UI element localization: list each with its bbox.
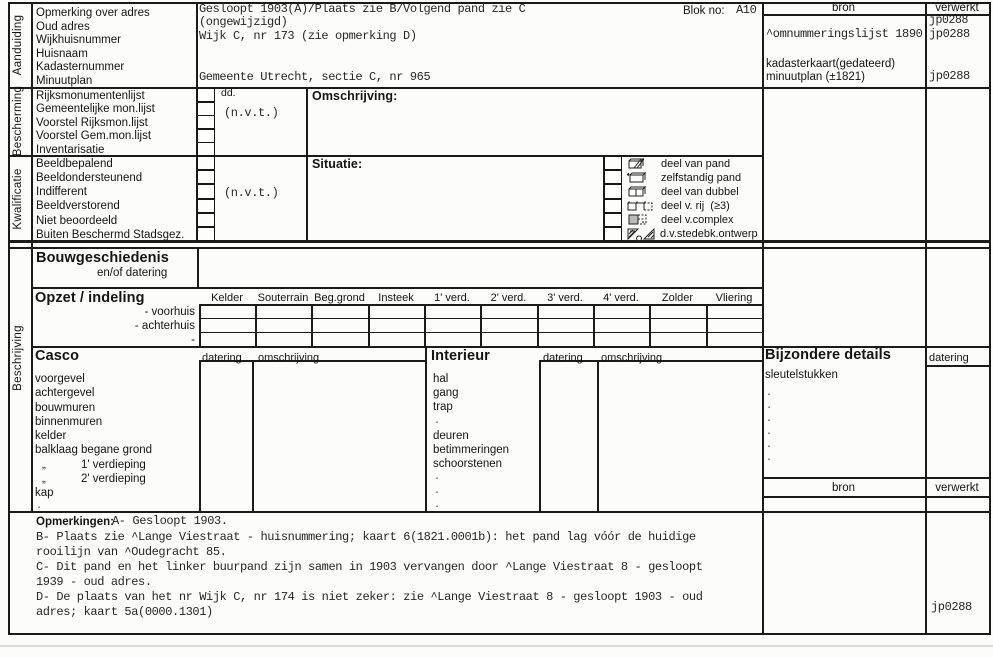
opmerkingen-line-d2: adres; kaart 5a(0000.1301) [36, 605, 213, 619]
typed-kadaster-value: Gemeente Utrecht, sectie C, nr 965 [199, 70, 431, 84]
zelfstandig-pand-icon [626, 171, 658, 184]
bron-column-header: bron [831, 2, 856, 14]
verwerkt-value-row2: jp0288 [929, 27, 970, 41]
bouwgeschiedenis-field[interactable] [199, 248, 761, 286]
casco-label-kap: kap [35, 487, 54, 499]
interieur-dot-3: . [434, 486, 441, 497]
bijzondere-dot-4: . [766, 427, 773, 438]
sidebar-section-kwalificatie: Kwalificatie [12, 168, 24, 230]
opmerkingen-area[interactable] [31, 513, 762, 633]
bron-label-minuutplan: minuutplan (±1821) [766, 71, 866, 83]
kwalificatie-checkbox-1[interactable] [197, 170, 215, 184]
typed-adres-line1: Gesloopt 1903(A)/Plaats zie B/Volgend pand zie C [199, 2, 526, 16]
situatie-checkbox-zelfstandig-pand[interactable] [604, 170, 622, 184]
interieur-datering-field[interactable] [540, 361, 596, 510]
situatie-header: Situatie: [312, 157, 363, 171]
field-label-minuutplan: Minuutplan [36, 75, 93, 87]
casco-label-2verdieping: „ 2' verdieping [42, 473, 146, 485]
opzet-row-blank: - [191, 334, 195, 346]
bron2-header: bron [831, 482, 856, 494]
bescherming-label-voorstel-gemmonlijst: Voorstel Gem.mon.lijst [36, 130, 152, 142]
field-label-wijkhuisnummer: Wijkhuisnummer [36, 34, 121, 46]
bescherming-checkbox-0[interactable] [197, 88, 215, 102]
blok-no-value: A10 [736, 3, 757, 17]
opmerkingen-line-c2: 1939 - oud adres. [36, 575, 152, 589]
bouwgeschiedenis-bottom-line [31, 287, 762, 289]
opzet-col-souterrain: Souterrain [257, 292, 309, 304]
field-label-opmerking-over-adres: Opmerking over adres [36, 7, 150, 19]
situatie-checkbox-deel-van-dubbel[interactable] [604, 184, 622, 198]
deel-van-pand-icon [626, 157, 658, 170]
situatie-checkbox-stedebk-ontwerp[interactable] [604, 227, 622, 241]
casco-label-binnenmuren: binnenmuren [35, 416, 103, 428]
bouwgeschiedenis-subtitle: en/of datering [97, 267, 168, 279]
opmerkingen-line-b2: rooilijn van ^Oudegracht 85. [36, 545, 227, 559]
scan-artifact-line [0, 645, 993, 647]
bijzondere-dot-6: . [766, 453, 773, 464]
deel-v-rij-icon [626, 199, 658, 212]
verwerkt-column-line [925, 2, 927, 634]
opmerkingen-line-d1: D- De plaats van het nr Wijk C, nr 174 is niet zeker: zie ^Lange Viestraat 8 - gesloopt 1903 - oud [36, 590, 703, 604]
verwerkt2-header: verwerkt [935, 482, 979, 494]
bescherming-nvt-value: (n.v.t.) [224, 106, 279, 120]
sidebar-section-beschrijving: Beschrijving [12, 325, 24, 391]
opzet-col-zolder: Zolder [661, 292, 694, 304]
blok-no-label: Blok no: [683, 5, 725, 17]
typed-adres-line2: (ongewijzigd) [199, 15, 288, 29]
omschrijving-header: Omschrijving: [312, 89, 398, 103]
kwalificatie-checkbox-0[interactable] [197, 156, 215, 170]
opmerkingen-line-c1: C- Dit pand en het linker buurpand zijn samen in 1903 vervangen door ^Lange Viestraat 8 - gesloopt [36, 560, 703, 574]
kwalificatie-checkbox-5[interactable] [197, 227, 215, 241]
casco-label-achtergevel: achtergevel [35, 387, 95, 399]
situatie-option-deel-van-dubbel: deel van dubbel [661, 186, 739, 198]
opzet-col-insteek: Insteek [378, 292, 414, 304]
sidebar-divider [31, 2, 33, 512]
interieur-label-gang: gang [433, 387, 459, 399]
verwerkt-value-row4: jp0288 [929, 69, 970, 83]
kwalificatie-label-niet-beoordeeld: Niet beoordeeld [36, 215, 118, 227]
bijzondere-dot-5: . [766, 440, 773, 451]
bescherming-label-voorstel-rijksmonlijst: Voorstel Rijksmon.lijst [36, 117, 148, 129]
sidebar-section-bescherming: Bescherming [12, 85, 24, 157]
bescherming-checkbox-1[interactable] [197, 102, 215, 116]
situatie-option-deel-van-pand: deel van pand [661, 158, 731, 170]
dd-column-label: dd. [221, 87, 236, 99]
kwalificatie-label-beeldbepalend: Beeldbepalend [36, 158, 113, 170]
field-label-oud-adres: Oud adres [36, 21, 90, 33]
kwalificatie-label-buiten-beschermd: Buiten Beschermd Stadsgez. [36, 229, 185, 241]
situatie-option-zelfstandig-pand: zelfstandig pand [661, 172, 742, 184]
opzet-col-2verd: 2' verd. [490, 292, 527, 304]
bouwgeschiedenis-title: Bouwgeschiedenis [36, 250, 169, 266]
opmerkingen-line-a: A- Gesloopt 1903. [112, 514, 228, 528]
casco-label-balklaag: balklaag begane grond [35, 444, 153, 456]
kwalificatie-checkbox-3[interactable] [197, 199, 215, 213]
interieur-label-betimmeringen: betimmeringen [433, 444, 510, 456]
aanduiding-bottom-line [8, 87, 989, 89]
bron-label-kadasterkaart: kadasterkaart(gedateerd) [766, 58, 896, 70]
interieur-omschrijving-header: omschrijving [601, 352, 663, 364]
verwerkt-column-header: verwerkt [935, 2, 979, 14]
opzet-col-kelder: Kelder [211, 292, 243, 304]
situatie-field[interactable] [308, 172, 602, 240]
situatie-checkbox-deel-v-complex[interactable] [604, 213, 622, 227]
opzet-col-3verd: 3' verd. [547, 292, 583, 304]
opzet-row-voorhuis: - voorhuis [144, 306, 195, 318]
bijzondere-dot-3: . [766, 414, 773, 425]
bron2-header-top-line [762, 477, 989, 479]
interieur-dot-4: . [434, 500, 441, 511]
opzet-grid[interactable] [199, 304, 762, 346]
field-label-huisnaam: Huisnaam [36, 48, 88, 60]
opmerkingen-line-b1: B- Plaats zie ^Lange Viestraat - huisnummering; kaart 6(1821.0001b): het pand lag vóór de huidige [36, 530, 696, 544]
kwalificatie-nvt-value: (n.v.t.) [224, 186, 279, 200]
deel-van-dubbel-icon [626, 185, 658, 198]
interieur-label-trap: trap [433, 401, 453, 413]
bron-value-omnummeringslijst: ^omnummeringslijst 1890 [766, 27, 923, 41]
kwalificatie-label-beeldverstorend: Beeldverstorend [36, 200, 120, 212]
opzet-col-beggrond: Beg.grond [314, 292, 365, 304]
omschrijving-field[interactable] [308, 104, 760, 154]
field-label-kadasternummer: Kadasternummer [36, 61, 125, 73]
casco-omschrijving-header: omschrijving [258, 352, 320, 364]
situatie-option-stedebk-ontwerp: d.v.stedebk.ontwerp [660, 228, 758, 240]
opzet-col-4verd: 4' verd. [603, 292, 639, 304]
verwerkt2-value: jp0288 [931, 600, 972, 614]
interieur-label-schoorstenen: schoorstenen [433, 458, 503, 470]
situatie-checkbox-deel-v-rij[interactable] [604, 199, 622, 213]
bijzondere-title: Bijzondere details [765, 347, 891, 363]
opzet-col-1verd: 1' verd. [434, 292, 470, 304]
bescherming-checkbox-3[interactable] [197, 129, 215, 143]
interieur-datering-header: datering [543, 352, 583, 364]
casco-dot: . [36, 501, 43, 512]
situatie-option-deel-v-rij: deel v. rij (≥3) [661, 200, 730, 212]
casco-datering-field[interactable] [200, 361, 252, 510]
casco-label-kelder: kelder [35, 430, 67, 442]
bescherming-checkbox-2[interactable] [197, 115, 215, 129]
bijzondere-datering-field[interactable] [926, 366, 989, 476]
opzet-row-achterhuis: - achterhuis [134, 320, 195, 332]
interieur-label-hal: hal [433, 373, 449, 385]
verwerkt-value-row1: jp0288 [929, 14, 969, 27]
kwalificatie-checkbox-4[interactable] [197, 213, 215, 227]
bescherming-label-rijksmonumentenlijst: Rijksmonumentenlijst [36, 90, 145, 102]
opzet-title: Opzet / indeling [35, 290, 145, 306]
bescherming-checkbox-4[interactable] [197, 142, 215, 156]
opmerkingen-label: Opmerkingen: [36, 516, 114, 528]
casco-interieur-divider [425, 347, 427, 511]
bijzondere-dot-2: . [766, 401, 773, 412]
casco-datering-header: datering [202, 352, 242, 364]
kwalificatie-label-indifferent: Indifferent [36, 186, 87, 198]
opzet-col-vliering: Vliering [715, 292, 753, 304]
casco-label-1verdieping: „ 1' verdieping [42, 459, 146, 471]
bijzondere-datering-header: datering [929, 352, 969, 364]
bescherming-label-gemeentelijke-monlijst: Gemeentelijke mon.lijst [36, 103, 155, 115]
casco-label-voorgevel: voorgevel [35, 373, 85, 385]
interieur-dot-1: . [434, 416, 441, 427]
casco-title: Casco [35, 348, 80, 364]
bron2-cell[interactable] [763, 498, 924, 633]
interieur-dot-2: . [434, 472, 441, 483]
sidebar-section-aanduiding: Aanduiding [12, 14, 24, 76]
casco-label-bouwmuren: bouwmuren [35, 402, 96, 414]
casco-omschrijving-field[interactable] [254, 361, 424, 510]
situatie-option-deel-v-complex: deel v.complex [661, 214, 734, 226]
kwalificatie-checkbox-2[interactable] [197, 184, 215, 198]
bescherming-label-inventarisatie: Inventarisatie [36, 144, 105, 156]
stedebk-ontwerp-icon [626, 227, 658, 240]
bijzondere-dot-1: . [766, 388, 773, 399]
typed-wijkhuisnummer-value: Wijk C, nr 173 (zie opmerking D) [199, 29, 417, 43]
interieur-omschrijving-field[interactable] [599, 361, 761, 510]
kwalificatie-label-beeldondersteunend: Beeldondersteunend [36, 172, 143, 184]
situatie-checkbox-deel-van-pand[interactable] [604, 156, 622, 170]
bijzondere-label-sleutelstukken: sleutelstukken [765, 369, 838, 381]
interieur-title: Interieur [431, 348, 490, 364]
interieur-label-deuren: deuren [433, 430, 469, 442]
deel-v-complex-icon [626, 213, 658, 226]
